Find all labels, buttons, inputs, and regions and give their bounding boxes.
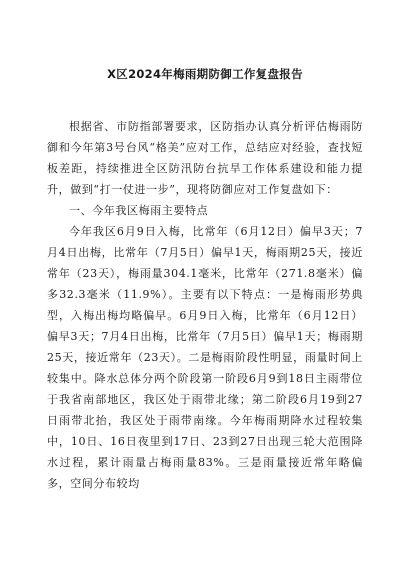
intro-paragraph: 根据省、市防指部署要求，区防指办认真分析评估梅雨防御和今年第3号台风“格美”应对工作，总结应对经验，查找短板差距，持续推进全区防汛防台抗旱工作体系建设和能力提升，做到“打一仗进一步”，现将防御应对工作复盘如下： — [47, 120, 363, 196]
section-1-paragraph: 今年我区6月9日入梅，比常年（6月12日）偏早3天；7月4日出梅，比常年（7月5日）偏早1天，梅雨期25天，接近常年（23天），梅雨量304.1毫米，比常年（271.8毫米）偏多32.3毫米（11.9%）。主要有以下特点：一是梅雨形势典型，入梅出梅均略偏早。6月9日入梅，比常年（6月12日）偏早3天；7月4日出梅，比常年（7月5日）偏早1天；梅雨期25天，接近常年（23天）。二是梅雨阶段性明显，雨量时间上较集中。降水总体分两个阶段第一阶段6月9到18日主雨带位于我省南部地区，我区处于雨带北缘；第二阶段6月19到27日雨带北抬，我区处于雨带南缘。今年梅雨期降水过程较集中，10日、16日夜里到17日、23到27日出现三轮大范围降水过程，累计雨量占梅雨量83%。三是雨量接近常年略偏多，空间分布较均 — [47, 225, 363, 490]
document-body — [47, 116, 363, 494]
section-1-heading: 一、今年我区梅雨主要特点 — [69, 204, 209, 217]
document-title: X区2024年梅雨期防御工作复盘报告 — [107, 67, 303, 81]
